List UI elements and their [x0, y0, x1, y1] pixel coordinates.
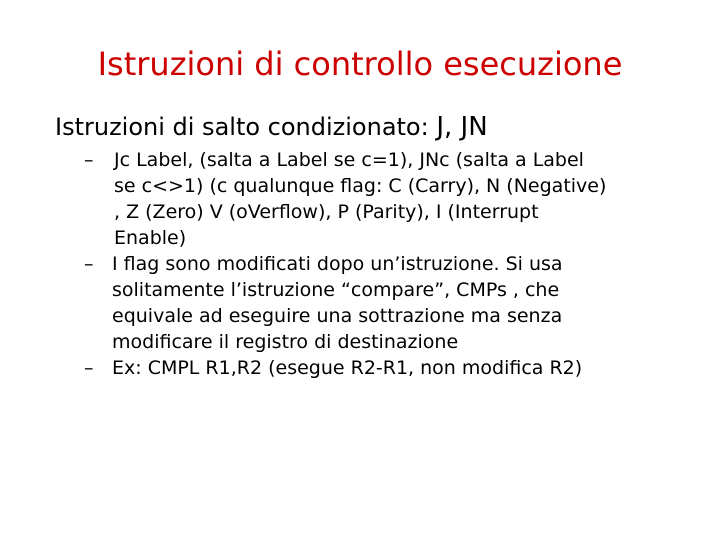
- bullet-marker: –: [84, 149, 94, 171]
- bullet-marker: –: [84, 253, 94, 275]
- bullet-list: [0, 147, 720, 381]
- bullet-text: Ex: CMPL R1,R2 (esegue R2-R1, non modifica R2): [112, 357, 583, 379]
- bullet-marker: –: [84, 357, 94, 379]
- bullet-item: [0, 147, 720, 251]
- bullet-item: [0, 355, 720, 381]
- bullet-text: Jc Label, (salta a Label se c=1), JNc (salta a Label se c<>1) (c qualunque flag: C (Carry), N (Negative) , Z (Zero) V (oVerflow), P (Parity), I (Interrupt Enable): [114, 149, 607, 249]
- bullet-text: I flag sono modificati dopo un’istruzione. Si usa solitamente l’istruzione “compare”, CMPs , che equivale ad eseguire una sottrazione ma senza modificare il registro di destinazione: [112, 253, 563, 353]
- section-heading-emphasis: J, JN: [436, 112, 488, 142]
- section-heading: [55, 112, 488, 142]
- bullet-item: [0, 251, 720, 355]
- slide-title: Istruzioni di controllo esecuzione: [97, 45, 623, 83]
- section-heading-text: Istruzioni di salto condizionato:: [55, 113, 437, 141]
